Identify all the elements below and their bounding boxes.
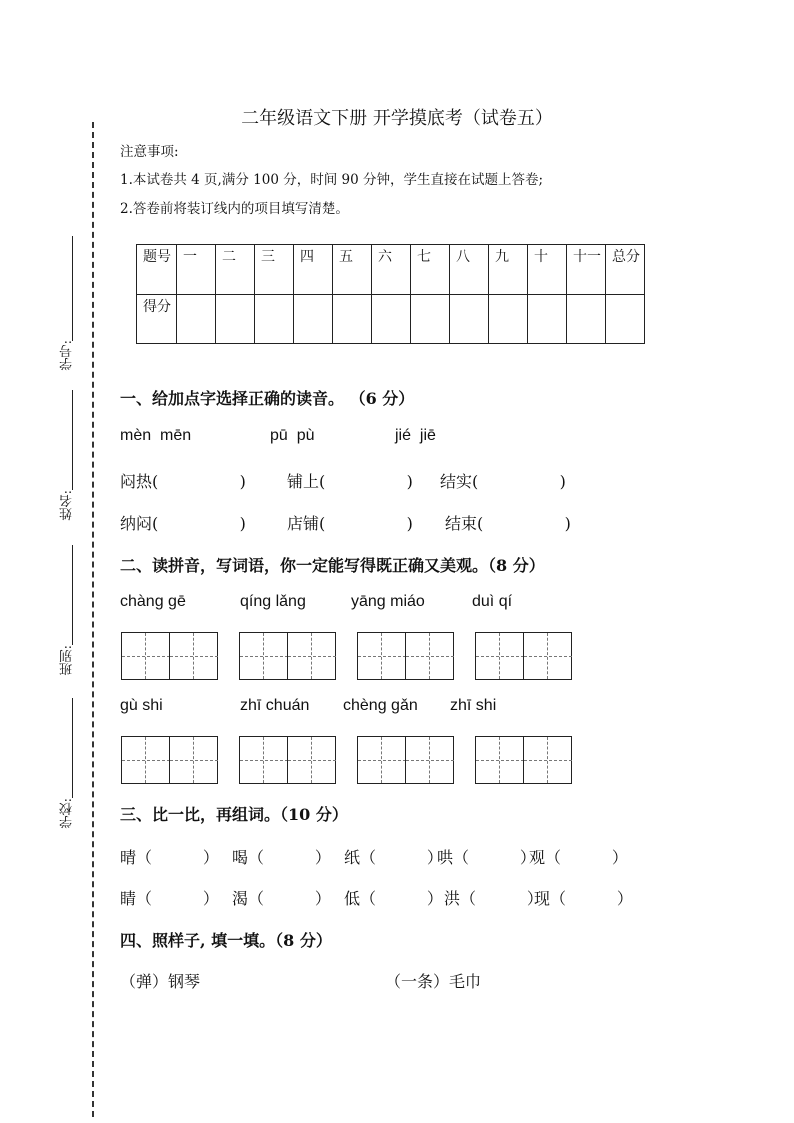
section1-item[interactable]: 铺上( ) — [287, 472, 413, 491]
section1-item[interactable]: 闷热( ) — [120, 472, 246, 491]
score-header-cell: 七 — [411, 245, 450, 295]
section3-item[interactable]: 渴（ ） — [232, 889, 331, 908]
section1-item[interactable]: 纳闷( ) — [120, 514, 246, 533]
section1-pinyin-2: pū pù — [270, 427, 315, 444]
binding-dashed-line — [92, 122, 94, 1117]
score-header-cell: 四 — [294, 245, 333, 295]
section2-pinyin: duì qí — [472, 593, 513, 610]
student-no-blank[interactable] — [72, 236, 73, 341]
section2-pinyin: zhī chuán — [240, 697, 310, 714]
section3-item[interactable]: 喝（ ） — [232, 848, 331, 867]
section3-item[interactable]: 低（ ） — [344, 889, 443, 908]
school-label: 学校: — [60, 798, 75, 829]
notes-item-2: 2.答卷前将装订线内的项目填写清楚。 — [120, 201, 349, 217]
score-header-cell: 一 — [177, 245, 216, 295]
score-cell[interactable] — [450, 295, 489, 344]
student-no-label: 学号: — [60, 340, 75, 371]
writing-grid[interactable] — [121, 632, 218, 680]
writing-grid[interactable] — [475, 736, 572, 784]
score-header-cell: 五 — [333, 245, 372, 295]
score-cell[interactable] — [294, 295, 333, 344]
section3-item[interactable]: 纸（ ） — [344, 848, 443, 867]
section4-example-1: （弹）钢琴 — [120, 972, 201, 991]
score-cell[interactable] — [567, 295, 606, 344]
class-blank[interactable] — [72, 545, 73, 645]
school-blank[interactable] — [72, 698, 73, 798]
section3-heading: 三、比一比，再组词。（10 分） — [120, 805, 348, 824]
score-cell[interactable] — [177, 295, 216, 344]
section1-item[interactable]: 结束( ) — [445, 514, 571, 533]
score-header-cell: 二 — [216, 245, 255, 295]
score-cell[interactable] — [216, 295, 255, 344]
section1-pinyin-1: mèn mēn — [120, 427, 192, 444]
score-table — [136, 244, 645, 344]
section3-item[interactable]: 哄（ ） — [437, 848, 536, 867]
section4-heading: 四、照样子, 填一填。（8 分） — [120, 931, 332, 950]
score-header-cell: 十一 — [567, 245, 606, 295]
score-cell[interactable] — [372, 295, 411, 344]
section1-item[interactable]: 结实( ) — [440, 472, 566, 491]
score-header-cell: 九 — [489, 245, 528, 295]
section2-pinyin: chèng gǎn — [343, 697, 418, 714]
section3-item[interactable]: 洪（ ） — [444, 889, 543, 908]
section3-item[interactable]: 睛（ ） — [120, 889, 219, 908]
name-label: 姓名: — [60, 490, 75, 521]
score-cell[interactable] — [411, 295, 450, 344]
section2-pinyin: zhī shi — [450, 697, 497, 714]
writing-grid[interactable] — [121, 736, 218, 784]
class-label: 班别: — [60, 645, 75, 676]
section2-pinyin: gù shi — [120, 697, 163, 714]
notes-item-1: 1.本试卷共 4 页,满分 100 分，时间 90 分钟，学生直接在试题上答卷; — [120, 172, 544, 188]
section2-pinyin: yāng miáo — [351, 593, 425, 610]
score-cell[interactable] — [606, 295, 645, 344]
section3-item[interactable]: 现（ ） — [534, 889, 633, 908]
section4-example-2: （一条）毛巾 — [385, 972, 482, 991]
section2-pinyin: chàng gē — [120, 593, 186, 610]
score-cell[interactable] — [255, 295, 294, 344]
score-cell[interactable] — [489, 295, 528, 344]
score-cell[interactable] — [528, 295, 567, 344]
name-blank[interactable] — [72, 390, 73, 490]
score-row-label: 得分 — [137, 295, 177, 344]
writing-grid[interactable] — [239, 736, 336, 784]
score-header-cell: 六 — [372, 245, 411, 295]
writing-grid[interactable] — [239, 632, 336, 680]
section3-item[interactable]: 观（ ） — [529, 848, 628, 867]
writing-grid[interactable] — [475, 632, 572, 680]
notes-heading: 注意事项: — [120, 144, 179, 160]
score-header-cell: 十 — [528, 245, 567, 295]
score-header-cell: 题号 — [137, 245, 177, 295]
score-header-cell: 八 — [450, 245, 489, 295]
score-table-header-row — [137, 245, 645, 295]
writing-grid[interactable] — [357, 736, 454, 784]
section2-heading: 二、读拼音，写词语，你一定能写得既正确又美观。（8 分） — [120, 556, 545, 575]
score-cell[interactable] — [333, 295, 372, 344]
section3-item[interactable]: 晴（ ） — [120, 848, 219, 867]
score-header-cell: 总分 — [606, 245, 645, 295]
section1-pinyin-3: jié jiē — [395, 427, 436, 444]
page-title: 二年级语文下册 开学摸底考（试卷五） — [241, 108, 553, 129]
writing-grid[interactable] — [357, 632, 454, 680]
section2-pinyin: qíng lǎng — [240, 593, 306, 610]
section1-item[interactable]: 店铺( ) — [287, 514, 413, 533]
section1-heading: 一、给加点字选择正确的读音。 （6 分） — [120, 389, 415, 408]
score-header-cell: 三 — [255, 245, 294, 295]
score-table-score-row — [137, 295, 645, 344]
